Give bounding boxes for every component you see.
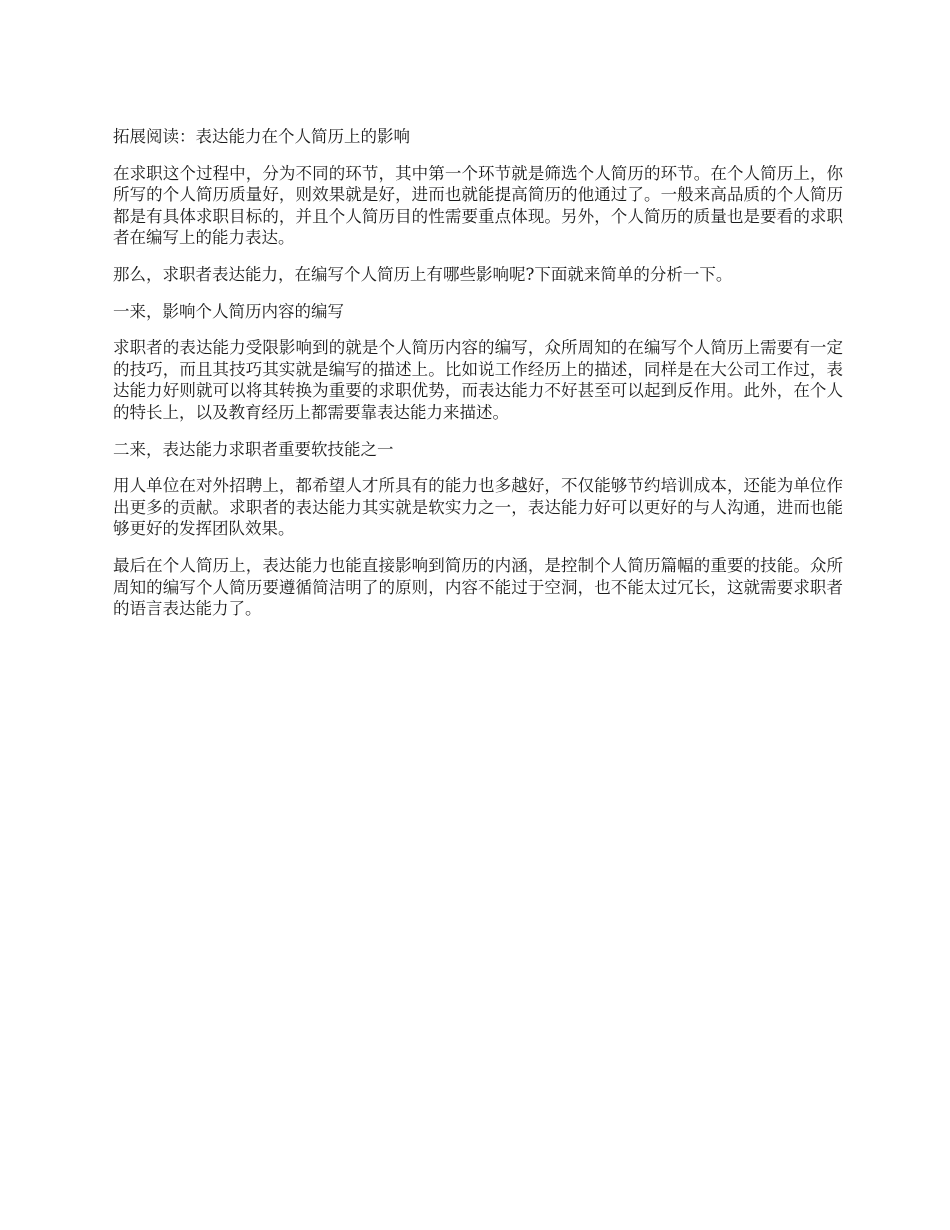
paragraph-section-1: 求职者的表达能力受限影响到的就是个人简历内容的编写，众所周知的在编写个人简历上需要有一定的技巧，而且其技巧其实就是编写的描述上。比如说工作经历上的描述，同样是在大公司工作过，表达能力好则就可以将其转换为重要的求职优势，而表达能力不好甚至可以起到反作用。此外，在个人的特长上，以及教育经历上都需要靠表达能力来描述。 <box>113 338 843 422</box>
paragraph-section-2: 用人单位在对外招聘上，都希望人才所具有的能力也多越好，不仅能够节约培训成本，还能为单位作出更多的贡献。求职者的表达能力其实就是软实力之一，表达能力好可以更好的与人沟通，进而也能够更好的发挥团队效果。 <box>113 476 843 539</box>
paragraph-intro: 在求职这个过程中，分为不同的环节，其中第一个环节就是筛选个人简历的环节。在个人简历上，你所写的个人简历质量好，则效果就是好，进而也就能提高简历的他通过了。一般来高品质的个人简历都是有具体求职目标的，并且个人简历目的性需要重点体现。另外，个人简历的质量也是要看的求职者在编写上的能力表达。 <box>113 163 843 248</box>
section-heading-1: 一来，影响个人简历内容的编写 <box>113 301 344 321</box>
paragraph-conclusion: 最后在个人简历上，表达能力也能直接影响到简历的内涵，是控制个人简历篇幅的重要的技能。众所周知的编写个人简历要遵循简洁明了的原则，内容不能过于空洞，也不能太过冗长，这就需要求职者的语言表达能力了。 <box>113 555 843 619</box>
section-heading-2: 二来，表达能力求职者重要软技能之一 <box>113 439 394 459</box>
document-body <box>113 120 843 635</box>
document-title: 拓展阅读：表达能力在个人简历上的影响 <box>113 127 410 146</box>
paragraph-question: 那么，求职者表达能力，在编写个人简历上有哪些影响呢?下面就来简单的分析一下。 <box>113 264 733 284</box>
